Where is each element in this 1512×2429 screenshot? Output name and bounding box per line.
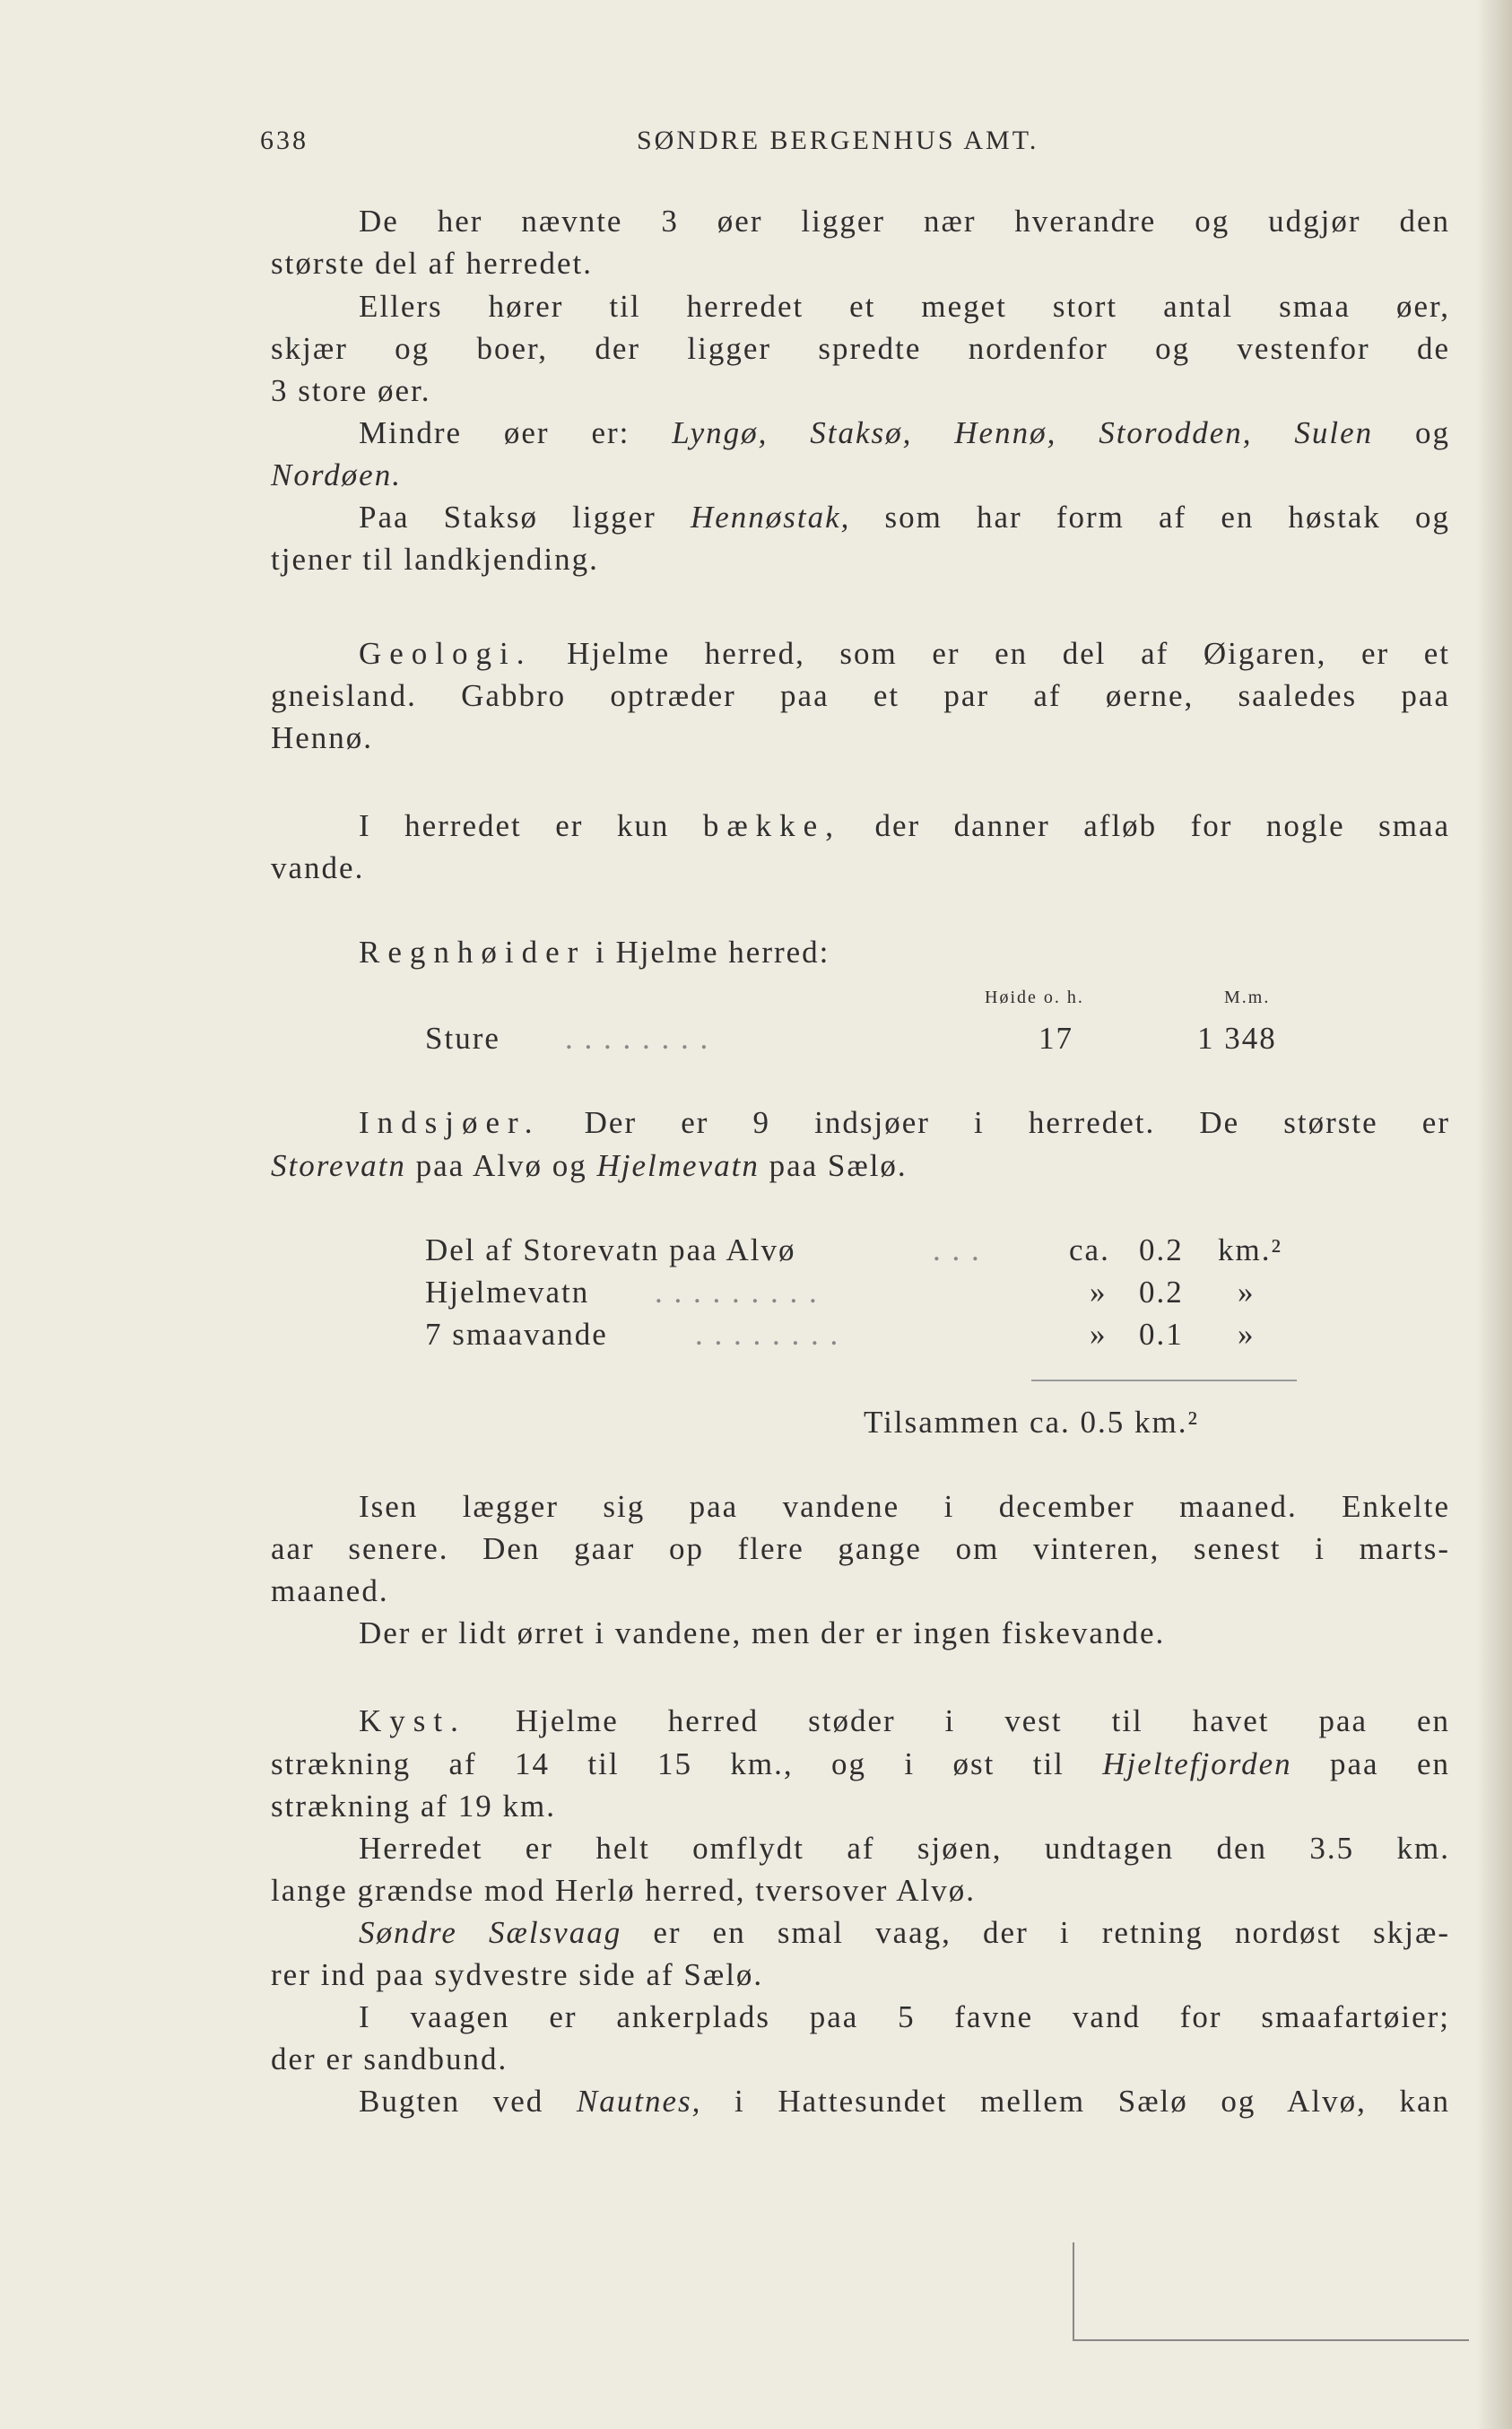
text-span: strækning af 14 til 15 km., og i øst til: [271, 1746, 1064, 1781]
text-line: [271, 1145, 1450, 1187]
text-span: paa en: [1330, 1746, 1450, 1781]
page-number: 638: [260, 126, 308, 155]
text-line: tjener til landkjending.: [271, 542, 599, 577]
lake-name: Hjelmevatn: [596, 1148, 760, 1183]
island-names: Lyngø, Staksø, Hennø, Storodden, Sulen: [672, 415, 1374, 450]
text-line: strækning af 19 km.: [271, 1789, 556, 1824]
text-line: der er sandbund.: [271, 2042, 508, 2076]
paper-slip-outline: [1073, 2242, 1469, 2341]
text-span: paa Alvø og: [415, 1148, 587, 1183]
leader-dots: . . . . . . . .: [565, 1021, 710, 1056]
bay-name: Søndre Sælsvaag: [359, 1915, 622, 1950]
lakes-total: Tilsammen ca. 0.5 km.²: [864, 1405, 1200, 1440]
station-height: 17: [1038, 1021, 1073, 1056]
text-line: [359, 2080, 1450, 2122]
text-span: er en smal vaag, der i retning nordøst skjæ-: [653, 1915, 1450, 1950]
section-heading: Indsjøer.: [359, 1105, 541, 1140]
lake-row-prefix: »: [1090, 1275, 1108, 1310]
lake-name: Storevatn: [271, 1148, 406, 1183]
text-span: Hjelme herred støder i vest til havet paa en: [515, 1703, 1451, 1738]
text-line: [359, 496, 1450, 538]
text-line: [271, 454, 1450, 496]
text-span: der danner afløb for nogle smaa: [874, 808, 1451, 843]
text-line: rer ind paa sydvestre side af Sælø.: [271, 1957, 764, 1992]
lake-row-area: 0.2: [1139, 1232, 1184, 1267]
text-line: Herredet er helt omflydt af sjøen, undtagen den 3.5 km.: [359, 1831, 1450, 1866]
lake-row-prefix: ca.: [1069, 1232, 1110, 1267]
text-span: og: [1415, 415, 1450, 450]
running-head: SØNDRE BERGENHUS AMT.: [637, 126, 1039, 155]
text-span: I herredet er kun: [359, 808, 670, 843]
text-line: [359, 1101, 1450, 1144]
text-line: [359, 931, 1450, 973]
text-line: største del af herredet.: [271, 246, 593, 281]
page-edge-shadow: [1476, 0, 1512, 2429]
text-line: [359, 805, 1450, 847]
section-heading: Geologi.: [359, 636, 533, 671]
text-line: 3 store øer.: [271, 373, 431, 408]
text-line: vande.: [271, 850, 365, 885]
text-span: i Hattesundet mellem Sælø og Alvø, kan: [734, 2084, 1450, 2119]
text-line: [359, 1700, 1450, 1742]
text-span: Paa Staksø ligger: [359, 500, 656, 535]
text-line: Ellers hører til herredet et meget stort antal smaa øer,: [359, 289, 1450, 324]
place-name: Hennøstak,: [690, 500, 851, 535]
lake-row-area: 0.1: [1139, 1317, 1184, 1352]
leader-dots: . . .: [933, 1232, 981, 1267]
text-line: maaned.: [271, 1573, 389, 1608]
lake-row-prefix: »: [1090, 1317, 1108, 1352]
rain-station: Sture: [425, 1021, 500, 1056]
column-header-height: Høide o. h.: [985, 988, 1084, 1007]
text-line: Hennø.: [271, 720, 374, 755]
leader-dots: . . . . . . . .: [695, 1317, 840, 1352]
text-span: i Hjelme herred:: [595, 935, 830, 970]
lake-row-unit: »: [1238, 1275, 1256, 1310]
text-line: [271, 1743, 1450, 1785]
section-heading: Regnhøider: [359, 935, 587, 970]
fjord-name: Hjeltefjorden: [1102, 1746, 1292, 1781]
text-line: [359, 412, 1450, 454]
rainfall-mm: 1 348: [1197, 1021, 1277, 1056]
text-span: Bugten ved: [359, 2084, 544, 2119]
lake-row-name: Del af Storevatn paa Alvø: [425, 1232, 796, 1267]
column-header-mm: M.m.: [1224, 988, 1271, 1007]
text-line: De her nævnte 3 øer ligger nær hverandre og udgjør den: [359, 204, 1450, 239]
text-line: gneisland. Gabbro optræder paa et par af øerne, saaledes paa: [271, 678, 1450, 713]
spaced-word: bække,: [702, 808, 841, 843]
lake-row-unit: »: [1238, 1317, 1256, 1352]
leader-dots: . . . . . . . . .: [655, 1275, 819, 1310]
place-name: Nautnes,: [576, 2084, 702, 2119]
text-line: skjær og boer, der ligger spredte nordenfor og vestenfor de: [271, 331, 1450, 366]
sum-rule: [1031, 1380, 1297, 1381]
text-line: I vaagen er ankerplads paa 5 favne vand for smaafartøier;: [359, 1999, 1450, 2034]
lake-row-unit: km.²: [1218, 1232, 1282, 1267]
text-line: Isen lægger sig paa vandene i december maaned. Enkelte: [359, 1489, 1450, 1524]
text-line: lange grændse mod Herlø herred, tversover Alvø.: [271, 1873, 977, 1908]
lake-row-name: Hjelmevatn: [425, 1275, 590, 1310]
lake-row-area: 0.2: [1139, 1275, 1184, 1310]
text-line: Der er lidt ørret i vandene, men der er ingen fiskevande.: [359, 1615, 1166, 1650]
text-line: aar senere. Den gaar op flere gange om vinteren, senest i marts-: [271, 1531, 1450, 1566]
text-span: som har form af en høstak og: [884, 500, 1451, 535]
text-span: paa Sælø.: [769, 1148, 908, 1183]
text-span: Der er 9 indsjøer i herredet. De største er: [584, 1105, 1450, 1140]
text-line: [359, 1911, 1450, 1954]
section-heading: Kyst.: [359, 1703, 466, 1738]
text-span: Hjelme herred, som er en del af Øigaren, er et: [567, 636, 1450, 671]
island-name: Nordøen.: [271, 457, 402, 492]
text-span: Mindre øer er:: [359, 415, 630, 450]
text-line: [359, 632, 1450, 675]
lake-row-name: 7 smaavande: [425, 1317, 608, 1352]
